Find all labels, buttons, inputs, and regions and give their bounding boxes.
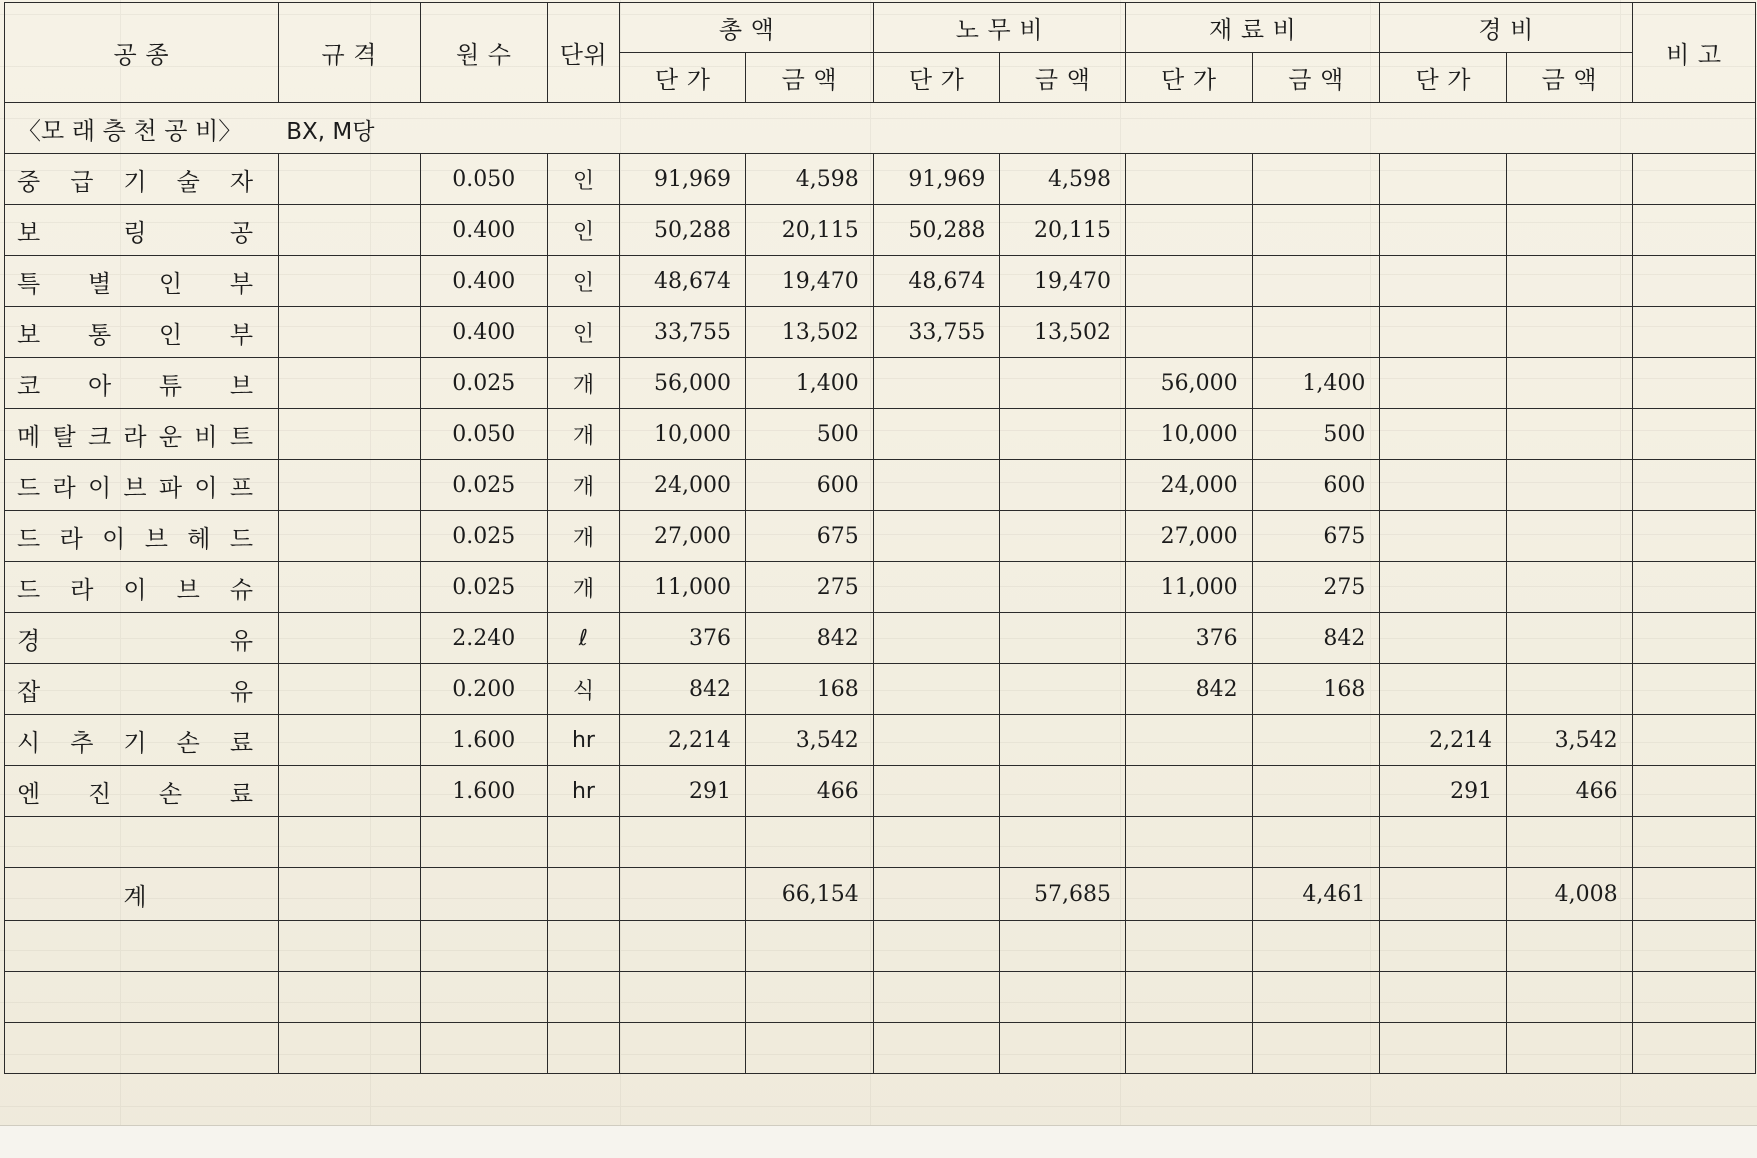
header-total-amount: 금 액 — [745, 53, 873, 103]
row-note — [1632, 562, 1755, 613]
row-material-unit-price: 11,000 — [1125, 562, 1252, 613]
empty-cell — [873, 921, 1000, 972]
row-total-amount: 275 — [745, 562, 873, 613]
empty-cell — [745, 817, 873, 868]
empty-cell — [1000, 1023, 1126, 1074]
row-total-amount: 600 — [745, 460, 873, 511]
row-note — [1632, 766, 1755, 817]
empty-cell — [278, 817, 420, 868]
row-expense-amount — [1507, 205, 1633, 256]
empty-row — [5, 921, 1756, 972]
empty-cell — [1000, 972, 1126, 1023]
row-material-amount: 1,400 — [1252, 358, 1380, 409]
row-expense-unit-price — [1380, 613, 1507, 664]
row-material-unit-price: 842 — [1125, 664, 1252, 715]
empty-cell — [745, 972, 873, 1023]
row-labor-unit-price: 48,674 — [873, 256, 1000, 307]
empty-cell — [1125, 817, 1252, 868]
row-expense-amount — [1507, 358, 1633, 409]
row-material-amount: 675 — [1252, 511, 1380, 562]
empty-cell — [1252, 921, 1380, 972]
row-total-unit-price: 48,674 — [620, 256, 746, 307]
row-expense-unit-price — [1380, 409, 1507, 460]
empty-cell — [1252, 972, 1380, 1023]
table-row — [5, 664, 1756, 715]
row-material-unit-price: 56,000 — [1125, 358, 1252, 409]
row-material-amount: 168 — [1252, 664, 1380, 715]
row-quantity: 0.200 — [420, 664, 547, 715]
row-note — [1632, 613, 1755, 664]
row-labor-amount — [1000, 409, 1126, 460]
row-total-unit-price: 842 — [620, 664, 746, 715]
row-spec — [278, 358, 420, 409]
row-labor-amount — [1000, 460, 1126, 511]
empty-cell — [1632, 921, 1755, 972]
total-unit — [547, 868, 620, 921]
row-work-name: 보 링 공 — [5, 205, 279, 256]
row-expense-amount — [1507, 562, 1633, 613]
total-row — [5, 868, 1756, 921]
row-work-name: 드 라 이 브 헤 드 — [5, 511, 279, 562]
table-row — [5, 154, 1756, 205]
row-labor-unit-price — [873, 409, 1000, 460]
empty-cell — [1252, 817, 1380, 868]
row-total-unit-price: 2,214 — [620, 715, 746, 766]
empty-cell — [1380, 972, 1507, 1023]
row-expense-unit-price — [1380, 205, 1507, 256]
row-expense-unit-price — [1380, 562, 1507, 613]
empty-cell — [1125, 972, 1252, 1023]
header-spec: 규 격 — [278, 3, 420, 103]
total-expense-unit-price — [1380, 868, 1507, 921]
row-total-unit-price: 24,000 — [620, 460, 746, 511]
row-note — [1632, 154, 1755, 205]
row-note — [1632, 256, 1755, 307]
row-unit: 인 — [547, 154, 620, 205]
row-labor-amount: 20,115 — [1000, 205, 1126, 256]
row-total-unit-price: 376 — [620, 613, 746, 664]
row-expense-amount: 466 — [1507, 766, 1633, 817]
row-note — [1632, 460, 1755, 511]
empty-cell — [5, 817, 279, 868]
empty-cell — [5, 921, 279, 972]
row-expense-amount: 3,542 — [1507, 715, 1633, 766]
total-expense-amount: 4,008 — [1507, 868, 1633, 921]
table-row — [5, 358, 1756, 409]
row-work-name: 드 라 이 브 파 이 프 — [5, 460, 279, 511]
row-quantity: 0.025 — [420, 562, 547, 613]
empty-cell — [1380, 921, 1507, 972]
table-row — [5, 613, 1756, 664]
row-unit: 개 — [547, 511, 620, 562]
table-row — [5, 307, 1756, 358]
row-total-unit-price: 91,969 — [620, 154, 746, 205]
row-quantity: 2.240 — [420, 613, 547, 664]
row-work-name: 중 급 기 술 자 — [5, 154, 279, 205]
row-total-amount: 4,598 — [745, 154, 873, 205]
row-total-amount: 842 — [745, 613, 873, 664]
row-quantity: 0.050 — [420, 409, 547, 460]
row-unit: 인 — [547, 307, 620, 358]
row-labor-unit-price — [873, 613, 1000, 664]
row-unit: 식 — [547, 664, 620, 715]
header-work-type: 공 종 — [5, 3, 279, 103]
empty-cell — [5, 972, 279, 1023]
row-material-unit-price — [1125, 154, 1252, 205]
row-quantity: 0.050 — [420, 154, 547, 205]
header-labor-unit-price: 단 가 — [873, 53, 1000, 103]
row-labor-amount: 4,598 — [1000, 154, 1126, 205]
row-material-unit-price: 24,000 — [1125, 460, 1252, 511]
header-material-unit-price: 단 가 — [1125, 53, 1252, 103]
row-material-unit-price — [1125, 715, 1252, 766]
total-labor-amount: 57,685 — [1000, 868, 1126, 921]
row-unit: 개 — [547, 358, 620, 409]
row-expense-unit-price — [1380, 154, 1507, 205]
section-spec: BX, M당 — [286, 118, 375, 145]
row-labor-amount — [1000, 766, 1126, 817]
empty-cell — [1000, 817, 1126, 868]
empty-cell — [1507, 921, 1633, 972]
empty-cell — [1632, 817, 1755, 868]
row-work-name: 특 별 인 부 — [5, 256, 279, 307]
row-quantity: 0.400 — [420, 256, 547, 307]
empty-cell — [1507, 1023, 1633, 1074]
empty-cell — [278, 1023, 420, 1074]
row-total-unit-price: 56,000 — [620, 358, 746, 409]
empty-cell — [745, 921, 873, 972]
header-expense-amount: 금 액 — [1507, 53, 1633, 103]
header-unit: 단위 — [547, 3, 620, 103]
row-quantity: 0.400 — [420, 307, 547, 358]
header-expense: 경 비 — [1380, 3, 1632, 53]
header-expense-unit-price: 단 가 — [1380, 53, 1507, 103]
row-material-unit-price — [1125, 766, 1252, 817]
empty-cell — [620, 817, 746, 868]
empty-cell — [745, 1023, 873, 1074]
row-material-amount — [1252, 256, 1380, 307]
row-total-amount: 168 — [745, 664, 873, 715]
empty-cell — [547, 972, 620, 1023]
row-expense-amount — [1507, 154, 1633, 205]
row-total-unit-price: 50,288 — [620, 205, 746, 256]
row-labor-unit-price — [873, 460, 1000, 511]
row-unit: hr — [547, 715, 620, 766]
empty-cell — [873, 972, 1000, 1023]
row-expense-unit-price — [1380, 307, 1507, 358]
empty-cell — [1125, 1023, 1252, 1074]
row-quantity: 0.025 — [420, 511, 547, 562]
row-work-name: 경 유 — [5, 613, 279, 664]
table-row — [5, 562, 1756, 613]
row-material-unit-price: 376 — [1125, 613, 1252, 664]
row-note — [1632, 358, 1755, 409]
empty-cell — [420, 972, 547, 1023]
total-material-amount: 4,461 — [1252, 868, 1380, 921]
row-quantity: 0.025 — [420, 460, 547, 511]
empty-cell — [420, 1023, 547, 1074]
cost-breakdown-table — [4, 2, 1756, 1074]
row-labor-unit-price — [873, 358, 1000, 409]
empty-cell — [1632, 1023, 1755, 1074]
page-bottom-edge — [0, 1125, 1757, 1158]
row-labor-unit-price: 50,288 — [873, 205, 1000, 256]
row-material-amount — [1252, 154, 1380, 205]
row-work-name: 드 라 이 브 슈 — [5, 562, 279, 613]
row-unit: ℓ — [547, 613, 620, 664]
row-expense-unit-price — [1380, 358, 1507, 409]
row-expense-unit-price: 2,214 — [1380, 715, 1507, 766]
total-label-text: 계 — [123, 882, 147, 911]
row-expense-unit-price — [1380, 511, 1507, 562]
row-labor-amount — [1000, 715, 1126, 766]
row-total-unit-price: 11,000 — [620, 562, 746, 613]
row-material-amount: 842 — [1252, 613, 1380, 664]
row-note — [1632, 205, 1755, 256]
row-expense-amount — [1507, 307, 1633, 358]
header-labor: 노 무 비 — [873, 3, 1125, 53]
row-total-amount: 466 — [745, 766, 873, 817]
row-material-amount — [1252, 766, 1380, 817]
empty-cell — [1125, 921, 1252, 972]
row-note — [1632, 409, 1755, 460]
empty-cell — [5, 1023, 279, 1074]
row-unit: 개 — [547, 409, 620, 460]
row-spec — [278, 409, 420, 460]
row-material-amount — [1252, 307, 1380, 358]
row-material-amount: 275 — [1252, 562, 1380, 613]
row-total-amount: 500 — [745, 409, 873, 460]
section-row — [5, 103, 1756, 154]
row-material-unit-price — [1125, 256, 1252, 307]
row-total-unit-price: 33,755 — [620, 307, 746, 358]
row-total-unit-price: 291 — [620, 766, 746, 817]
table-row — [5, 511, 1756, 562]
row-spec — [278, 205, 420, 256]
table-row — [5, 715, 1756, 766]
row-expense-unit-price — [1380, 460, 1507, 511]
row-note — [1632, 511, 1755, 562]
row-expense-unit-price — [1380, 256, 1507, 307]
table-row — [5, 256, 1756, 307]
row-spec — [278, 256, 420, 307]
empty-cell — [620, 1023, 746, 1074]
row-work-name: 엔 진 손 료 — [5, 766, 279, 817]
row-labor-amount — [1000, 613, 1126, 664]
empty-cell — [1632, 972, 1755, 1023]
row-labor-amount: 19,470 — [1000, 256, 1126, 307]
row-work-name: 시 추 기 손 료 — [5, 715, 279, 766]
total-note — [1632, 868, 1755, 921]
row-labor-amount — [1000, 358, 1126, 409]
row-spec — [278, 154, 420, 205]
row-expense-unit-price: 291 — [1380, 766, 1507, 817]
empty-cell — [278, 921, 420, 972]
empty-cell — [1380, 1023, 1507, 1074]
row-expense-amount — [1507, 664, 1633, 715]
row-expense-amount — [1507, 613, 1633, 664]
empty-cell — [873, 1023, 1000, 1074]
row-total-amount: 19,470 — [745, 256, 873, 307]
empty-row — [5, 817, 1756, 868]
row-quantity: 1.600 — [420, 766, 547, 817]
row-quantity: 0.025 — [420, 358, 547, 409]
row-note — [1632, 715, 1755, 766]
header-quantity: 원 수 — [420, 3, 547, 103]
empty-cell — [1000, 921, 1126, 972]
row-spec — [278, 664, 420, 715]
row-quantity: 0.400 — [420, 205, 547, 256]
table-row — [5, 460, 1756, 511]
row-labor-unit-price — [873, 766, 1000, 817]
row-total-amount: 20,115 — [745, 205, 873, 256]
row-work-name: 메 탈 크 라 운 비 트 — [5, 409, 279, 460]
header-labor-amount: 금 액 — [1000, 53, 1126, 103]
empty-cell — [420, 817, 547, 868]
empty-cell — [1252, 1023, 1380, 1074]
row-unit: 개 — [547, 460, 620, 511]
row-unit: 인 — [547, 256, 620, 307]
total-labor-unit-price — [873, 868, 1000, 921]
row-labor-unit-price: 91,969 — [873, 154, 1000, 205]
row-total-amount: 13,502 — [745, 307, 873, 358]
row-labor-amount — [1000, 664, 1126, 715]
header-note: 비 고 — [1632, 3, 1755, 103]
empty-cell — [1507, 817, 1633, 868]
row-unit: 인 — [547, 205, 620, 256]
table-row — [5, 766, 1756, 817]
total-material-unit-price — [1125, 868, 1252, 921]
section-title: 〈모 래 층 천 공 비〉 BX, M당 — [5, 103, 1756, 154]
row-expense-amount — [1507, 409, 1633, 460]
empty-cell — [547, 921, 620, 972]
total-spec — [278, 868, 420, 921]
table-row — [5, 409, 1756, 460]
row-labor-amount — [1000, 511, 1126, 562]
row-total-amount: 3,542 — [745, 715, 873, 766]
row-material-amount: 500 — [1252, 409, 1380, 460]
header-material: 재 료 비 — [1125, 3, 1379, 53]
row-labor-unit-price — [873, 511, 1000, 562]
row-material-unit-price — [1125, 307, 1252, 358]
row-material-unit-price: 10,000 — [1125, 409, 1252, 460]
empty-cell — [620, 972, 746, 1023]
row-labor-unit-price — [873, 715, 1000, 766]
row-material-unit-price: 27,000 — [1125, 511, 1252, 562]
row-spec — [278, 715, 420, 766]
row-spec — [278, 562, 420, 613]
row-total-amount: 675 — [745, 511, 873, 562]
row-unit: hr — [547, 766, 620, 817]
row-spec — [278, 766, 420, 817]
empty-cell — [547, 817, 620, 868]
header-total: 총 액 — [620, 3, 873, 53]
row-total-unit-price: 10,000 — [620, 409, 746, 460]
row-expense-amount — [1507, 511, 1633, 562]
empty-cell — [873, 817, 1000, 868]
total-total-unit-price — [620, 868, 746, 921]
row-labor-amount: 13,502 — [1000, 307, 1126, 358]
empty-cell — [547, 1023, 620, 1074]
empty-cell — [1507, 972, 1633, 1023]
empty-cell — [278, 972, 420, 1023]
row-expense-amount — [1507, 256, 1633, 307]
empty-cell — [420, 921, 547, 972]
row-work-name: 보 통 인 부 — [5, 307, 279, 358]
row-labor-unit-price: 33,755 — [873, 307, 1000, 358]
row-note — [1632, 307, 1755, 358]
empty-cell — [1380, 817, 1507, 868]
row-note — [1632, 664, 1755, 715]
empty-row — [5, 1023, 1756, 1074]
empty-row — [5, 972, 1756, 1023]
row-expense-amount — [1507, 460, 1633, 511]
row-labor-unit-price — [873, 664, 1000, 715]
row-total-amount: 1,400 — [745, 358, 873, 409]
row-labor-amount — [1000, 562, 1126, 613]
row-spec — [278, 460, 420, 511]
row-work-name: 잡 유 — [5, 664, 279, 715]
header-material-amount: 금 액 — [1252, 53, 1380, 103]
row-spec — [278, 613, 420, 664]
empty-cell — [620, 921, 746, 972]
row-spec — [278, 511, 420, 562]
total-total-amount: 66,154 — [745, 868, 873, 921]
total-quantity — [420, 868, 547, 921]
row-spec — [278, 307, 420, 358]
row-material-unit-price — [1125, 205, 1252, 256]
row-labor-unit-price — [873, 562, 1000, 613]
row-total-unit-price: 27,000 — [620, 511, 746, 562]
total-label — [5, 868, 279, 921]
row-material-amount: 600 — [1252, 460, 1380, 511]
row-work-name: 코 아 튜 브 — [5, 358, 279, 409]
row-material-amount — [1252, 205, 1380, 256]
row-material-amount — [1252, 715, 1380, 766]
row-unit: 개 — [547, 562, 620, 613]
header-total-unit-price: 단 가 — [620, 53, 746, 103]
row-quantity: 1.600 — [420, 715, 547, 766]
row-expense-unit-price — [1380, 664, 1507, 715]
table-row — [5, 205, 1756, 256]
